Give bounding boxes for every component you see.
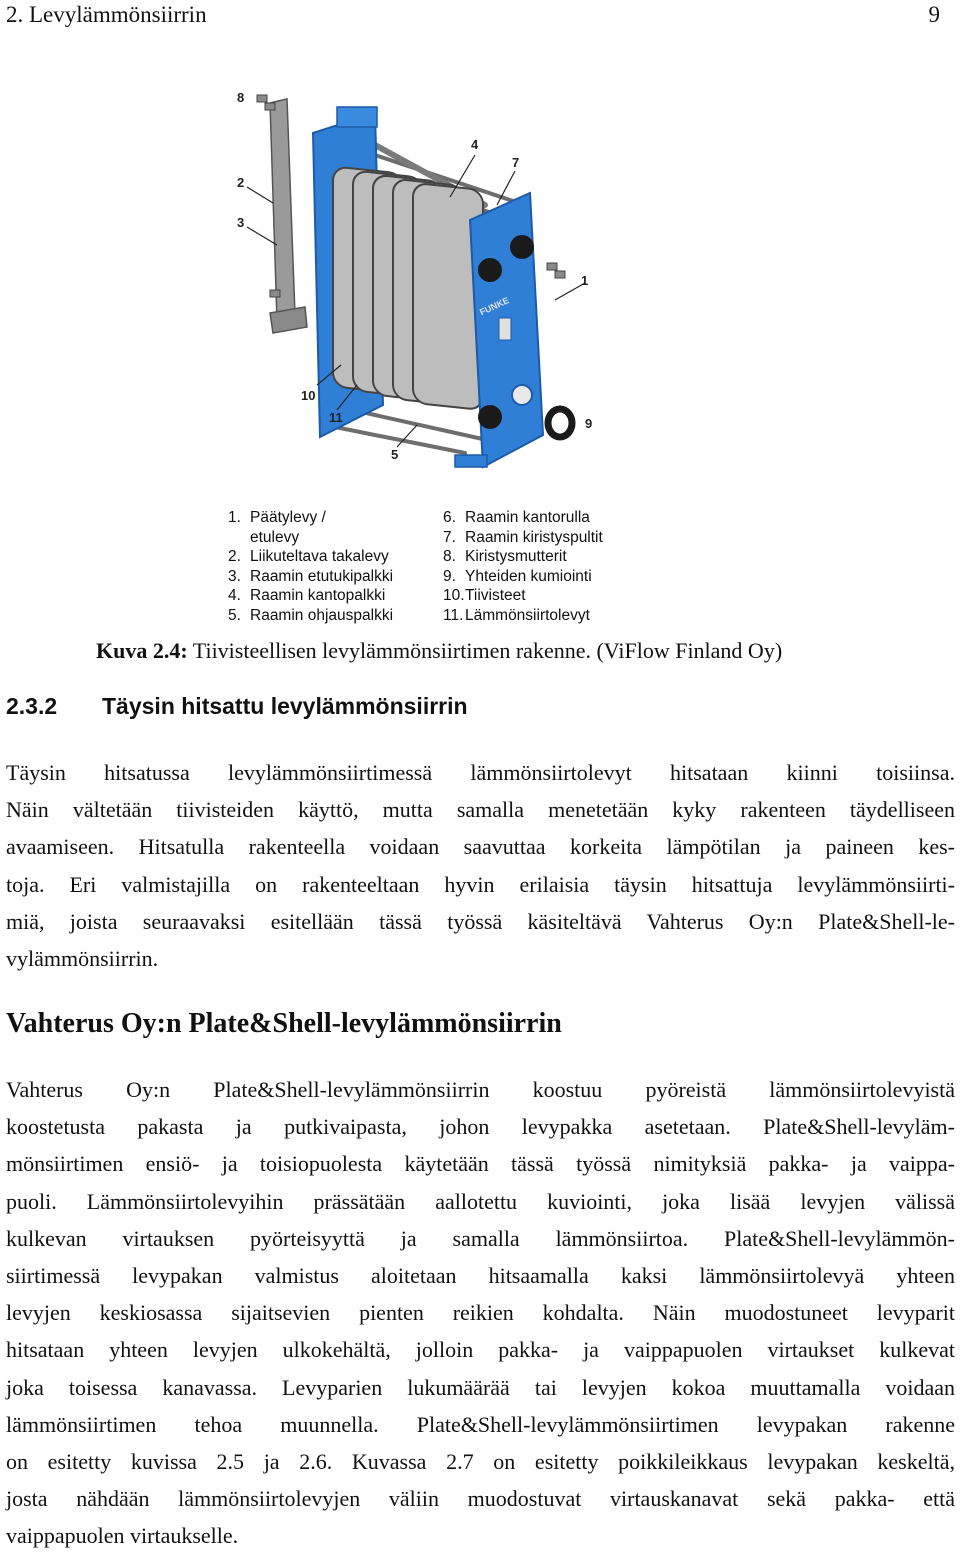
text-line: siirtimessä levypakan valmistus aloitetaan hitsaamalla kaksi lämmönsiirtolevyä yhteen	[6, 1263, 955, 1289]
text-line: levyjen keskiosassa sijaitsevien pienten reikien kohdalta. Näin muodostuneet levyparit	[6, 1300, 955, 1326]
plate-pack	[333, 166, 483, 410]
callout-8: 8	[237, 90, 245, 105]
heat-exchanger-figure	[225, 85, 625, 485]
chapter-title: 2. Levylämmönsiirrin	[6, 2, 207, 27]
text-line: avaamiseen. Hitsatulla rakenteella voidaan saavuttaa korkeita lämpötilan ja paineen kes-	[6, 834, 955, 860]
legend-item: 6. Raamin kantorulla	[443, 509, 590, 526]
text-line: vaippapuolen virtaukselle.	[6, 1523, 239, 1549]
text-line: puoli. Lämmönsiirtolevyihin prässätään aallotettu kuviointi, joka lisää levyjen välissä	[6, 1188, 955, 1214]
text-line: miä, joista seuraavaksi esitellään tässä työssä käsiteltävä Vahterus Oy:n Plate&Shell-le-	[6, 908, 955, 934]
callout-2: 2	[237, 175, 245, 190]
section-title: Täysin hitsattu levylämmönsiirrin	[102, 693, 468, 719]
text-line: mönsiirtimen ensiö- ja toisiopuolesta käytetään tässä työssä nimityksiä pakka- ja vaippa-	[6, 1151, 955, 1177]
legend-item: 5. Raamin ohjauspalkki	[228, 606, 394, 624]
figure-legend-left	[228, 508, 393, 626]
legend-item: 10.Tiivisteet	[443, 587, 526, 605]
legend-item: 8. Kiristysmutterit	[443, 548, 567, 566]
text-line: Vahterus Oy:n Plate&Shell-levylämmönsiirrin koostuu pyöreistä lämmönsiirtolevyistä	[6, 1077, 955, 1102]
page-number: 9	[928, 2, 940, 27]
callout-9: 9	[585, 416, 593, 431]
brand-logo: FUNKE	[478, 295, 511, 318]
legend-item: 3. Raamin etutukipalkki	[228, 567, 394, 585]
figure-caption	[96, 636, 782, 666]
legend-item: 2. Liikuteltava takalevy	[228, 548, 389, 566]
text-line: koostetusta pakasta ja putkivaipasta, johon levypakka asetetaan. Plate&Shell-levyläm-	[6, 1114, 955, 1140]
text-line: vylämmönsiirrin.	[6, 946, 159, 972]
port-gasket-ring	[548, 409, 572, 437]
paragraph-intro	[6, 754, 955, 977]
callout-5: 5	[391, 447, 399, 462]
text-line: Näin vältetään tiivisteiden käyttö, mutta samalla menetetään kyky rakenteen täydelliseen	[6, 797, 955, 823]
caption-text: Tiivisteellisen levylämmönsiirtimen rakenne. (ViFlow Finland Oy)	[187, 638, 783, 663]
text-line: hitsataan yhteen levyjen ulkokehältä, jolloin pakka- ja vaippapuolen virtaukset kulkevat	[6, 1337, 955, 1363]
callout-1: 1	[581, 273, 589, 288]
callout-3: 3	[237, 215, 245, 230]
text-line: kulkevan virtauksen pyörteisyyttä ja samalla lämmönsiirtoa. Plate&Shell-levylämmön-	[6, 1225, 955, 1251]
support-column	[270, 99, 307, 333]
text-line: lämmönsiirtimen tehoa muunnella. Plate&Shell-levylämmönsiirtimen levypakan rakenne	[6, 1411, 955, 1437]
caption-label: Kuva 2.4:	[96, 638, 188, 663]
text-line: Täysin hitsatussa levylämmönsiirtimessä lämmönsiirtolevyt hitsataan kiinni toisiinsa.	[6, 760, 955, 785]
callout-11: 11	[329, 410, 343, 425]
text-line: josta nähdään lämmönsiirtolevyjen väliin muodostuvat virtauskanavat sekä pakka- että	[6, 1486, 955, 1512]
legend-item: 9. Yhteiden kumiointi	[443, 567, 592, 585]
section-heading	[6, 690, 468, 722]
legend-item: 11. Lämmönsiirtolevyt	[443, 606, 590, 624]
section-number: 2.3.2	[6, 693, 58, 719]
callout-7: 7	[512, 155, 520, 170]
legend-item: 4. Raamin kantopalkki	[228, 587, 386, 605]
text-line: toja. Eri valmistajilla on rakenteeltaan hyvin erilaisia täysin hitsattuja levylämmönsiirti-	[6, 871, 955, 897]
callout-10: 10	[301, 388, 316, 403]
subsection-heading: Vahterus Oy:n Plate&Shell-levylämmönsiirrin	[6, 1008, 562, 1039]
callout-4: 4	[471, 137, 479, 152]
running-header	[6, 0, 940, 32]
legend-item-continuation: etulevy	[250, 528, 300, 546]
paragraph-plate-shell	[6, 1071, 955, 1555]
figure-legend-right	[443, 508, 603, 626]
text-line: on esitetty kuvissa 2.5 ja 2.6. Kuvassa 2.7 on esitetty poikkileikkaus levypakan keskeltä,	[6, 1449, 955, 1475]
text-line: joka toisessa kanavassa. Levyparien lukumäärää tai levyjen kokoa muuttamalla voidaan	[6, 1374, 955, 1400]
legend-item: 1. Päätylevy /	[228, 509, 326, 526]
legend-item: 7. Raamin kiristyspultit	[443, 528, 603, 546]
